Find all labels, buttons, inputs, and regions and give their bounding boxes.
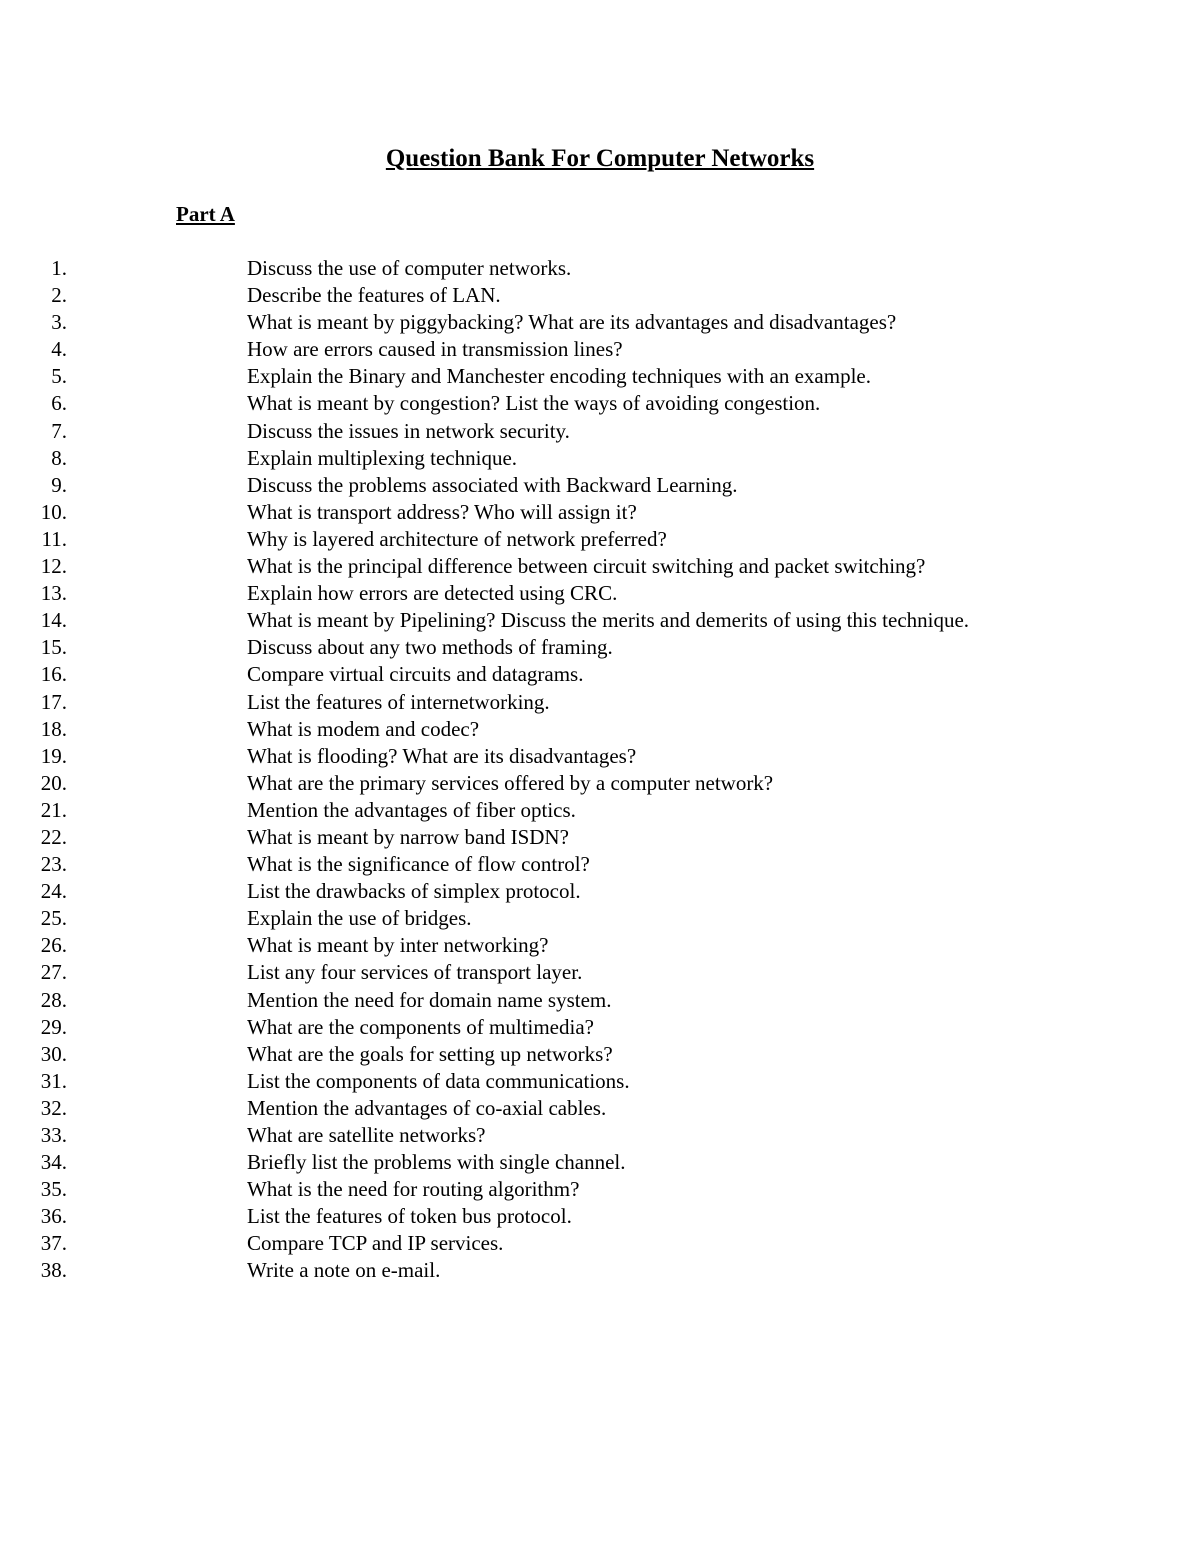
question-number: 24. [40,879,67,904]
question-number: 7. [51,418,67,443]
question-item [0,607,1027,634]
question-text: What are the goals for setting up networks? [247,1041,613,1066]
question-text: Mention the advantages of co-axial cables. [247,1095,607,1120]
question-item [0,580,1027,607]
question-number: 11. [41,526,67,551]
question-text: How are errors caused in transmission lines? [247,337,623,362]
question-number: 14. [40,608,67,633]
question-text: What is flooding? What are its disadvantages? [247,743,637,768]
question-number: 34. [40,1150,67,1175]
question-text: Discuss the issues in network security. [247,418,570,443]
question-item [0,932,1027,959]
question-item [0,1014,1027,1041]
question-text: What is meant by inter networking? [247,933,549,958]
question-item [0,282,1027,309]
question-number: 8. [51,445,67,470]
question-item [0,1041,1027,1068]
question-item [0,336,1027,363]
question-item [0,526,1027,553]
question-number: 1. [51,256,67,280]
question-item [0,309,1027,336]
question-item [0,445,1027,472]
question-item [0,797,1027,824]
question-item [0,1203,1027,1230]
question-text: List the features of internetworking. [247,689,550,714]
question-text: What is meant by congestion? List the ways of avoiding congestion. [247,391,821,416]
question-text: What is meant by piggybacking? What are its advantages and disadvantages? [247,310,897,335]
question-item [0,1068,1027,1095]
question-item [0,1257,1027,1284]
question-text: Explain how errors are detected using CRC. [247,581,618,606]
question-number: 28. [40,987,67,1012]
question-list [0,255,1200,1285]
question-text: What is meant by narrow band ISDN? [247,824,569,849]
question-item [0,1230,1027,1257]
question-number: 6. [51,391,67,416]
question-number: 38. [40,1258,67,1283]
question-item [0,905,1027,932]
question-item [0,1122,1027,1149]
document-title: Question Bank For Computer Networks [385,145,815,172]
question-text: Discuss the problems associated with Backward Learning. [247,472,738,497]
question-text: What is the significance of flow control? [247,852,590,877]
question-number: 30. [40,1041,67,1066]
question-item [0,390,1027,417]
question-item [0,689,1027,716]
section-heading: Part A [176,202,235,226]
question-item [0,499,1027,526]
question-number: 16. [40,662,67,687]
question-item [0,661,1027,688]
question-number: 13. [40,581,67,606]
question-number: 4. [51,337,67,362]
question-number: 5. [51,364,67,389]
question-number: 20. [40,770,67,795]
question-number: 23. [40,852,67,877]
question-number: 18. [40,716,67,741]
question-number: 29. [40,1014,67,1039]
question-text: List the components of data communications. [247,1068,630,1093]
question-text: Why is layered architecture of network preferred? [247,526,667,551]
question-item [0,255,1027,282]
question-text: Explain multiplexing technique. [247,445,518,470]
question-number: 32. [40,1095,67,1120]
question-number: 15. [40,635,67,660]
question-number: 22. [40,824,67,849]
question-item [0,634,1027,661]
question-text: Briefly list the problems with single channel. [247,1150,626,1175]
question-text: What are the components of multimedia? [247,1014,594,1039]
question-text: Write a note on e-mail. [247,1258,441,1283]
question-text: Describe the features of LAN. [247,283,501,308]
question-item [0,1149,1027,1176]
question-number: 12. [40,554,67,579]
question-item [0,878,1027,905]
question-item [0,363,1027,390]
question-text: List the drawbacks of simplex protocol. [247,879,581,904]
question-number: 26. [40,933,67,958]
question-item [0,716,1027,743]
question-text: Mention the advantages of fiber optics. [247,797,576,822]
question-number: 36. [40,1204,67,1229]
question-text: What are satellite networks? [247,1123,486,1147]
question-text: What is the principal difference between circuit switching and packet switching? [247,554,926,579]
question-item [0,1176,1027,1203]
question-number: 2. [51,283,67,308]
question-number: 25. [40,906,67,931]
question-number: 21. [40,797,67,822]
question-text: Mention the need for domain name system. [247,987,612,1012]
question-number: 3. [51,310,67,335]
question-item [0,770,1027,797]
question-item [0,959,1027,986]
question-item [0,824,1027,851]
question-number: 33. [40,1123,67,1147]
question-text: What is meant by Pipelining? Discuss the merits and demerits of using this technique. [247,608,970,633]
question-text: What is transport address? Who will assign it? [247,499,637,524]
question-number: 35. [40,1177,67,1202]
question-number: 37. [40,1231,67,1256]
question-text: Compare virtual circuits and datagrams. [247,662,584,687]
question-number: 27. [40,960,67,985]
question-number: 17. [40,689,67,714]
question-item [0,1095,1027,1122]
question-text: Explain the Binary and Manchester encoding techniques with an example. [247,364,871,389]
question-number: 19. [40,743,67,768]
question-text: What is modem and codec? [247,716,480,741]
question-item [0,472,1027,499]
question-item [0,851,1027,878]
question-item [0,987,1027,1014]
question-text: List any four services of transport layer. [247,960,583,985]
question-text: Discuss the use of computer networks. [247,256,572,280]
question-text: List the features of token bus protocol. [247,1204,572,1229]
question-text: What are the primary services offered by a computer network? [247,770,774,795]
question-text: Compare TCP and IP services. [247,1231,504,1256]
question-item [0,553,1027,580]
question-item [0,743,1027,770]
question-number: 31. [40,1068,67,1093]
question-text: What is the need for routing algorithm? [247,1177,580,1202]
question-text: Explain the use of bridges. [247,906,472,931]
question-item [0,418,1027,445]
question-text: Discuss about any two methods of framing. [247,635,613,660]
question-number: 10. [40,499,67,524]
question-number: 9. [51,472,67,497]
